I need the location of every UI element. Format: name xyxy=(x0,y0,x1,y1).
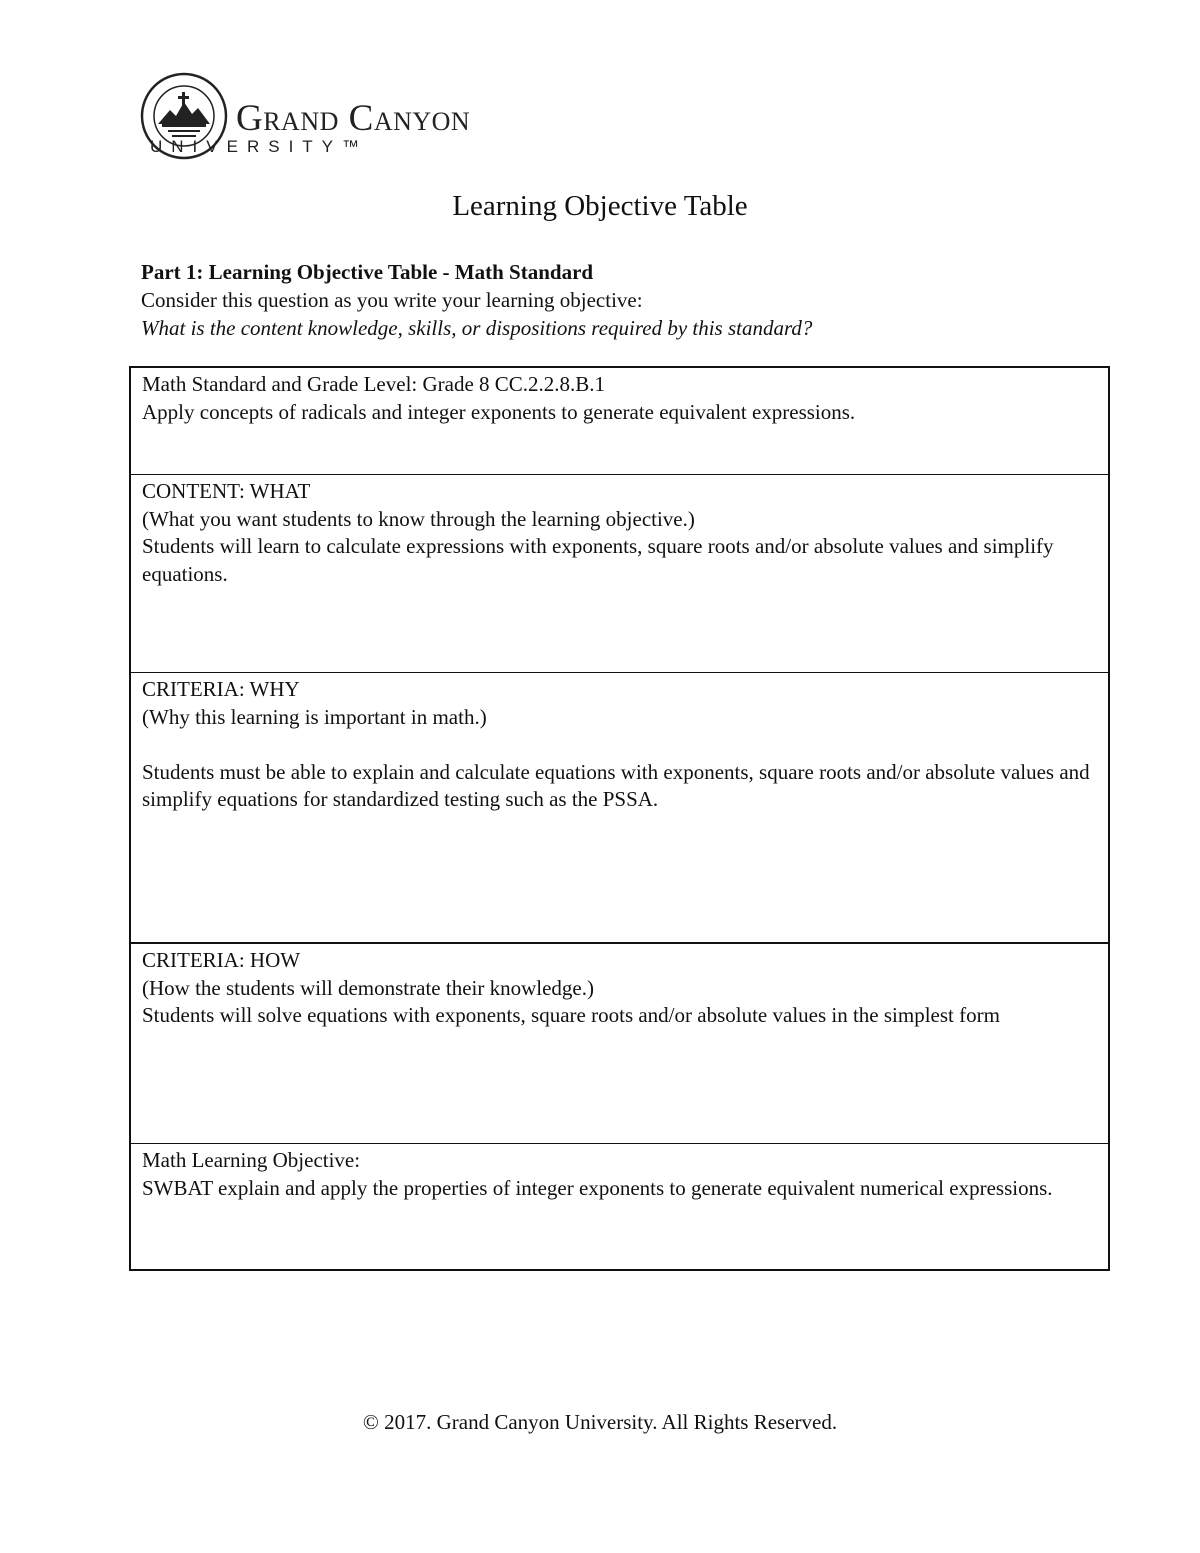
table-cell-objective xyxy=(131,1144,1108,1269)
content-prompt: (What you want students to know through the learning objective.) xyxy=(142,506,695,531)
table-cell-how xyxy=(131,944,1108,1144)
part-heading: Part 1: Learning Objective Table - Math Standard xyxy=(141,260,594,284)
how-prompt: (How the students will demonstrate their knowledge.) xyxy=(142,975,594,1000)
standard-text: Apply concepts of radicals and integer exponents to generate equivalent expressions. xyxy=(142,399,856,424)
why-answer: Students must be able to explain and calculate equations with exponents, square roots and/or absolute values and simplify equations for standardized testing such as the PSSA. xyxy=(142,759,1090,811)
copyright-footer: © 2017. Grand Canyon University. All Rights Reserved. xyxy=(362,1410,838,1434)
table-cell-standard xyxy=(131,368,1108,475)
table-cell-content xyxy=(131,475,1108,673)
guiding-question: What is the content knowledge, skills, or dispositions required by this standard? xyxy=(141,316,813,340)
logo-university-name: Grand Canyon xyxy=(236,98,471,139)
why-label: CRITERIA: WHY xyxy=(142,677,300,701)
objective-answer: SWBAT explain and apply the properties of integer exponents to generate equivalent numerical expressions. xyxy=(142,1175,1053,1200)
logo-university-subtitle: UNIVERSITY™ xyxy=(150,137,369,156)
intro-text: Consider this question as you write your learning objective: xyxy=(141,288,643,312)
table-cell-why xyxy=(131,673,1108,944)
how-answer: Students will solve equations with exponents, square roots and/or absolute values in the simplest form xyxy=(142,1003,1000,1027)
spacer xyxy=(142,731,1098,759)
content-answer: Students will learn to calculate expressions with exponents, square roots and/or absolute values and simplify equations. xyxy=(142,534,1054,586)
standard-label: Math Standard and Grade Level: Grade 8 CC.2.2.8.B.1 xyxy=(142,372,606,396)
page-title: Learning Objective Table xyxy=(452,190,748,222)
how-label: CRITERIA: HOW xyxy=(142,948,301,972)
learning-objective-table xyxy=(129,366,1110,1271)
objective-label: Math Learning Objective: xyxy=(142,1148,361,1172)
content-label: CONTENT: WHAT xyxy=(142,479,311,503)
why-prompt: (Why this learning is important in math.) xyxy=(142,704,487,729)
